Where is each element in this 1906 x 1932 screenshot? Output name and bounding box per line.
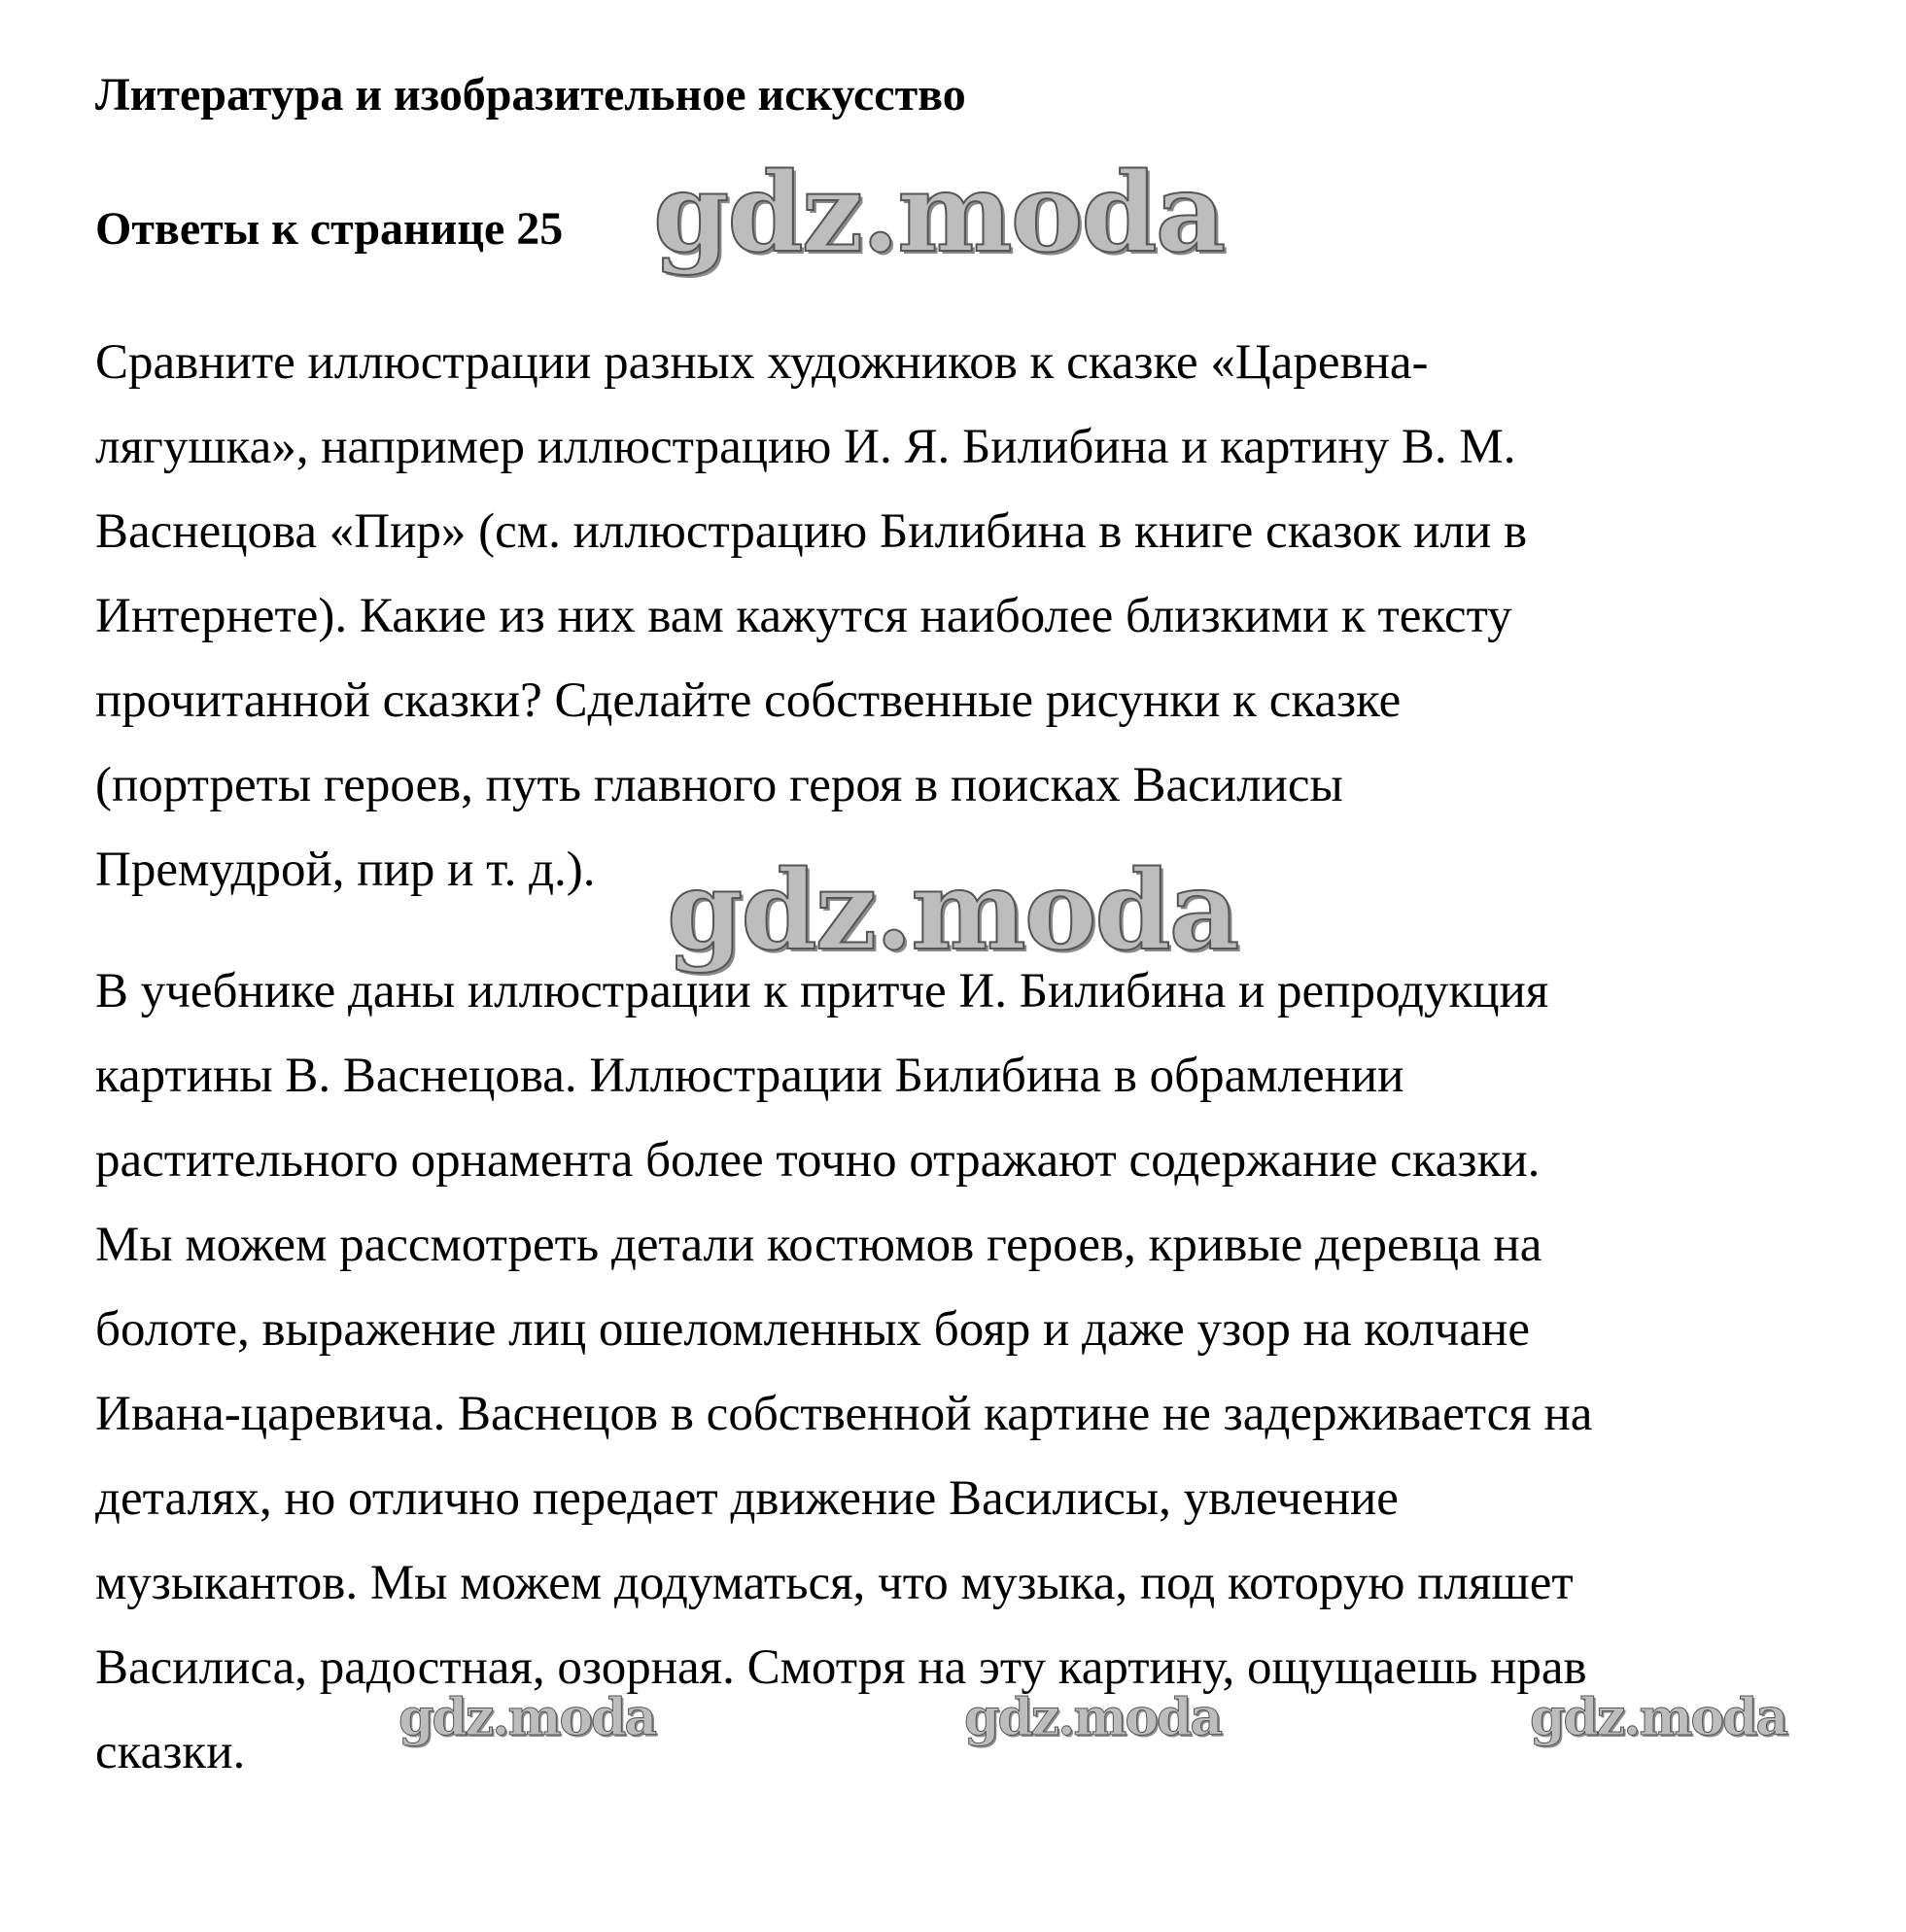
question-line: прочитанной сказки? Сделайте собственные рисунки к сказке xyxy=(95,673,1402,728)
answer-line: Василиса, радостная, озорная. Смотря на эту картину, ощущаешь нрав xyxy=(95,1640,1587,1695)
question-paragraph xyxy=(95,321,1845,913)
answer-line: Мы можем рассмотреть детали костюмов героев, кривые деревца на xyxy=(95,1218,1542,1272)
watermark-logo: gdz.moda xyxy=(653,150,1225,277)
answer-line: болоте, выражение лиц ошеломленных бояр и даже узор на колчане xyxy=(95,1302,1530,1357)
question-line: Премудрой, пир и т. д.). xyxy=(95,843,596,897)
question-line: Интернете). Какие из них вам кажутся наиболее близкими к тексту xyxy=(95,589,1512,643)
answer-line: Ивана-царевича. Васнецов в собственной картине не задерживается на xyxy=(95,1387,1593,1441)
watermark-logo: gdz.moda xyxy=(399,1688,656,1747)
watermark-logo: gdz.moda xyxy=(667,847,1238,975)
question-line: лягушка», например иллюстрацию И. Я. Билибина и картину В. М. xyxy=(95,420,1516,474)
answer-line: деталях, но отлично передает движение Василисы, увлечение xyxy=(95,1471,1399,1526)
answer-paragraph xyxy=(95,949,1845,1795)
page-answers-heading: Ответы к странице 25 xyxy=(95,203,564,255)
question-line: Васнецова «Пир» (см. иллюстрацию Билибина в книге сказок или в xyxy=(95,504,1528,559)
answer-line: сказки. xyxy=(95,1725,246,1779)
answer-line: растительного орнамента более точно отражают содержание сказки. xyxy=(95,1133,1541,1188)
question-line: Сравните иллюстрации разных художников к сказке «Царевна- xyxy=(95,335,1429,390)
answer-line: В учебнике даны иллюстрации к притче И. Билибина и репродукция xyxy=(95,964,1549,1018)
watermark-logo: gdz.moda xyxy=(1530,1688,1787,1747)
answer-line: картины В. Васнецова. Иллюстрации Билибина в обрамлении xyxy=(95,1049,1404,1103)
subject-heading: Литература и изобразительное искусство xyxy=(95,69,966,121)
answer-line: музыкантов. Мы можем додуматься, что музыка, под которую пляшет xyxy=(95,1556,1574,1610)
question-line: (портреты героев, путь главного героя в поисках Василисы xyxy=(95,758,1343,812)
watermark-logo: gdz.moda xyxy=(964,1688,1222,1747)
